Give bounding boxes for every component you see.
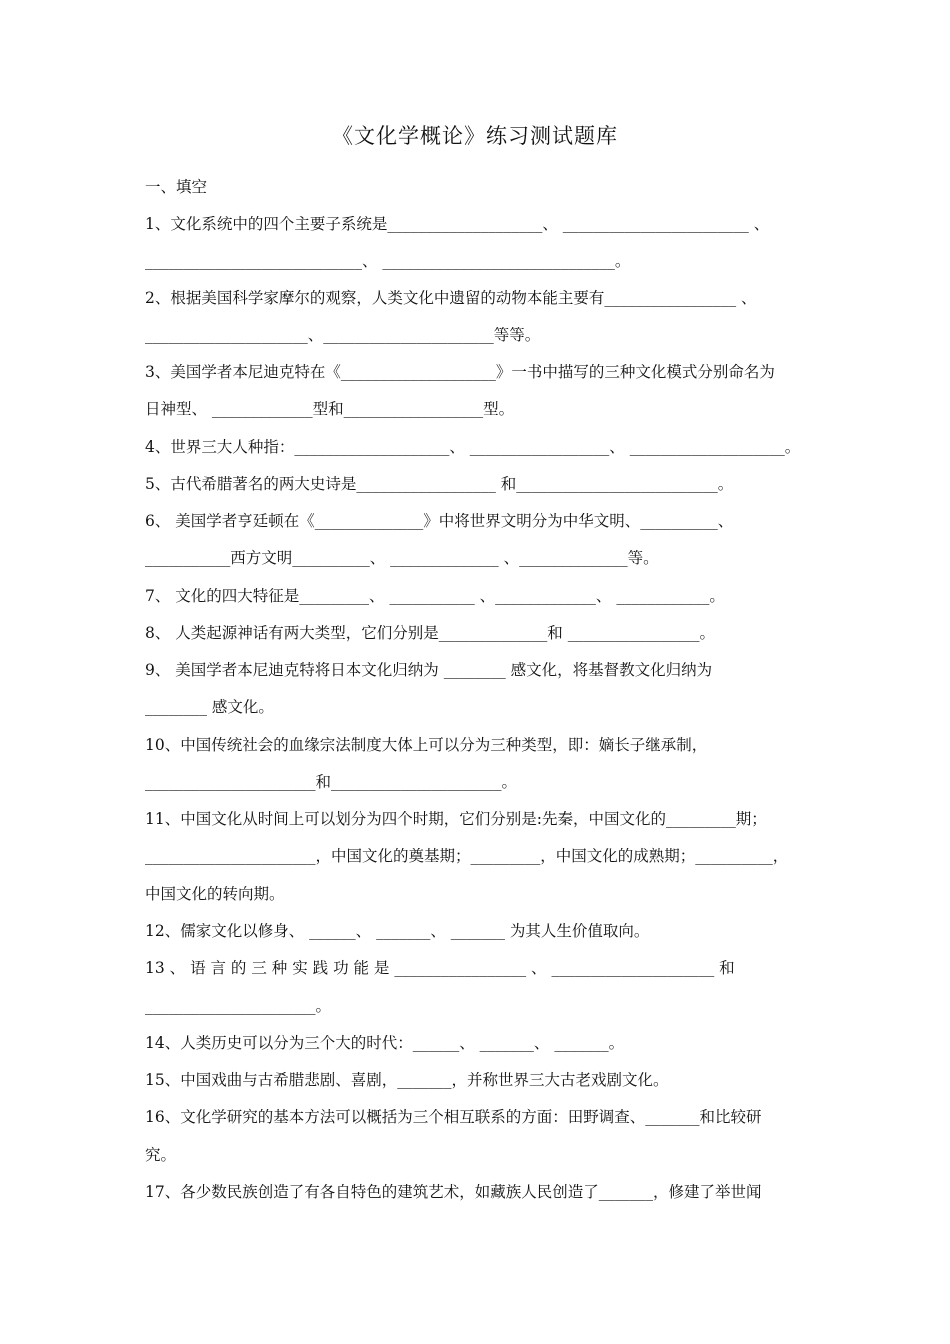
question-line: 16、文化学研究的基本方法可以概括为三个相互联系的方面：田野调查、_______和比较研 <box>145 1108 762 1126</box>
question-line: 11、中国文化从时间上可以划分为四个时期，它们分别是:先秦，中国文化的_________期； <box>145 810 767 828</box>
question-line: 7、 文化的四大特征是_________、 ___________ 、_____________、 ____________。 <box>145 587 725 605</box>
question-line: 15、中国戏曲与古希腊悲剧、喜剧，_______，并称世界三大古老戏剧文化。 <box>145 1071 669 1089</box>
question-line: 3、美国学者本尼迪克特在《____________________》一书中描写的三种文化模式分别命名为 <box>145 363 775 381</box>
question-line: ______________________。 <box>145 997 332 1015</box>
question-line: 8、 人类起源神话有两大类型，它们分别是______________和 _________________。 <box>145 624 715 642</box>
question-line: 14、人类历史可以分为三个大的时代：______、 _______、 _______。 <box>145 1034 625 1052</box>
question-line: 6、 美国学者亨廷顿在《______________》中将世界文明分为中华文明、__________、 <box>145 512 734 530</box>
question-line: 12、儒家文化以修身、 ______、 _______、 _______ 为其人生价值取向。 <box>145 922 650 940</box>
question-line: ______________________和______________________。 <box>145 773 518 791</box>
section-heading: 一、填空 <box>145 178 208 196</box>
question-line: ___________西方文明__________、 ______________ 、______________等。 <box>145 549 659 567</box>
question-line: 9、 美国学者本尼迪克特将日本文化归纳为 ________ 感文化，将基督教文化归纳为 <box>145 661 713 679</box>
question-line: 中国文化的转向期。 <box>145 885 285 903</box>
page-title: 《文化学概论》练习测试题库 <box>332 124 618 148</box>
question-line: ____________________________、 ______________________________。 <box>145 252 631 270</box>
question-line: 10、中国传统社会的血缘宗法制度大体上可以分为三种类型，即：嫡长子继承制， <box>145 736 708 754</box>
question-line: 4、世界三大人种指：____________________、 __________________、 ____________________。 <box>145 438 801 456</box>
question-line: 13 、 语 言 的 三 种 实 践 功 能 是 _________________ 、 _____________________ 和 <box>145 959 735 977</box>
question-line: ________ 感文化。 <box>145 698 274 716</box>
question-line: 17、各少数民族创造了有各自特色的建筑艺术，如藏族人民创造了_______，修建了举世闻 <box>145 1183 762 1201</box>
question-line: 1、文化系统中的四个主要子系统是____________________、 ________________________ 、 <box>145 215 770 233</box>
question-line: 日神型、 _____________型和__________________型。 <box>145 400 515 418</box>
question-line: _____________________、______________________等等。 <box>145 326 541 344</box>
question-line: 究。 <box>145 1146 177 1164</box>
question-line: 5、古代希腊著名的两大史诗是__________________ 和__________________________。 <box>145 475 734 493</box>
question-line: 2、根据美国科学家摩尔的观察，人类文化中遗留的动物本能主要有_________________ 、 <box>145 289 757 307</box>
question-line: ______________________，中国文化的奠基期；_________，中国文化的成熟期；__________， <box>145 847 789 865</box>
